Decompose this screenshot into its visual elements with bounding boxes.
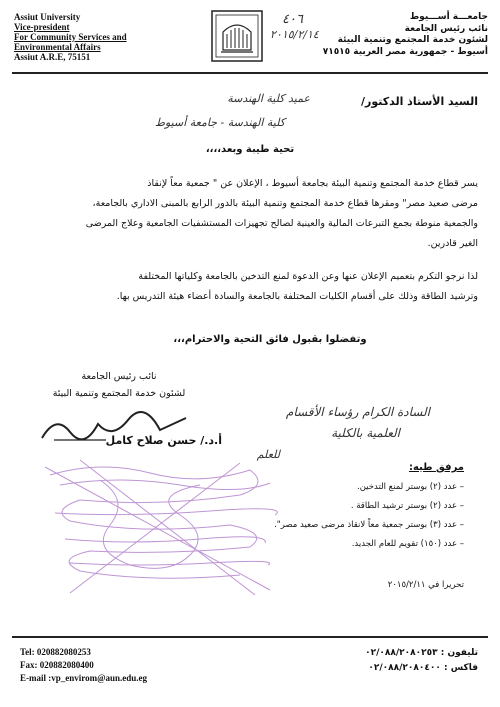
greeting: تحية طيبة وبعد،،،،	[205, 144, 295, 155]
office-line2-en: Environmental Affairs	[14, 42, 101, 52]
vice-president-en: Vice-president	[14, 22, 70, 32]
attachment-item: – عدد (٣) بوستر جمعية معاً لانقاذ مرضى صعيد مصر".	[164, 516, 464, 535]
university-logo	[211, 10, 263, 62]
paragraph-announcement	[22, 174, 478, 254]
closing: وتفضلوا بقبول فائق التحية والاحترام،،،	[173, 334, 367, 345]
signatory-office: لشئون خدمة المجتمع وتنمية البيئة	[52, 388, 186, 399]
handwritten-note-line1: السادة الكرام رؤساء الأقسام	[285, 405, 430, 419]
footer-divider	[12, 636, 488, 638]
address-ar: أسيوط - جمهورية مصر العربية ٧١٥١٥	[322, 46, 488, 57]
paragraph-line: لذا نرجو التكرم بتعميم الإعلان عنها وعن الدعوة لمنع التدخين بالجامعة وكلياتها المختلفة	[138, 271, 478, 282]
paragraph-request	[22, 267, 478, 307]
header-arabic	[323, 12, 488, 58]
header-english	[14, 12, 127, 62]
paragraph-line: الغير قادرين.	[427, 238, 478, 249]
paragraph-line: وترشيد الطاقة وذلك على أقسام الكليات المختلفة بالجامعة والسادة أعضاء هيئة التدريس بها.	[116, 291, 478, 302]
signature-titles	[24, 368, 214, 402]
signatory-name: أ.د./ حسن صلاح كامل	[105, 434, 222, 447]
handwritten-note-line2: العلمية بالكلية	[331, 426, 400, 440]
footer-fax-ar: فاكس : ٠٢/٠٨٨/٢٠٨٠٤٠٠	[368, 663, 478, 673]
handwritten-addressee: عميد كلية الهندسة	[227, 92, 310, 105]
attachment-item: – عدد (١٥٠) تقويم للعام الجديد.	[164, 535, 464, 554]
office-ar: لشئون خدمة المجتمع وتنمية البيئة	[337, 35, 488, 45]
footer-english	[20, 646, 147, 685]
attachment-item: – عدد (٢) بوستر ترشيد الطاقة .	[164, 497, 464, 516]
written-date: تحريرا في ٢٠١٥/٢/١١	[387, 580, 464, 590]
handwritten-addressee-2: كلية الهندسة - جامعة أسيوط	[154, 116, 285, 129]
university-name-en: Assiut University	[14, 12, 81, 22]
handwritten-note-line3: للعلم	[256, 448, 280, 461]
footer-fax: Fax: 020882080400	[20, 660, 94, 670]
registration-date: ٢٠١٥/٢/١٤	[270, 28, 319, 41]
paragraph-line: والجمعية منوطة بجمع التبرعات المالية والعينية لصالح تجهيزات المستشفيات الجامعية وعلاج المرضى	[85, 218, 478, 229]
footer-phone: Tel: 020882080253	[20, 647, 91, 657]
university-name-ar: جامعـــة أســـيوط	[409, 12, 488, 22]
attachments-title: مرفق طيه:	[408, 462, 464, 473]
attachment-item: – عدد (٢) بوستر لمنع التدخين.	[164, 478, 464, 497]
footer-email: E-mail :vp_envirom@aun.edu.eg	[20, 673, 147, 683]
paragraph-line: مرضى صعيد مصر" ومقرها قطاع خدمة المجتمع وتنمية البيئة بالدور الرابع بالمبنى الاداري بالجامعة،	[92, 198, 478, 209]
address-en: Assiut A.R.E, 75151	[14, 52, 91, 62]
paragraph-line: يسر قطاع خدمة المجتمع وتنمية البيئة بجامعة أسيوط ، الإعلان عن " جمعية معاً لإنقاذ	[147, 178, 478, 189]
salutation: السيد الأستاذ الدكتور/	[360, 95, 478, 108]
redaction-scribble	[40, 455, 280, 605]
footer-arabic	[365, 646, 478, 676]
header-divider	[12, 72, 488, 74]
footer-phone-ar: تليفون : ٠٢/٠٨٨/٢٠٨٠٢٥٣	[365, 648, 478, 658]
registration-number: ٤٠٦	[282, 12, 303, 27]
office-line1-en: For Community Services and	[14, 32, 127, 42]
signatory-title: نائب رئيس الجامعة	[81, 371, 157, 382]
vice-president-ar: نائب رئيس الجامعة	[404, 23, 488, 34]
